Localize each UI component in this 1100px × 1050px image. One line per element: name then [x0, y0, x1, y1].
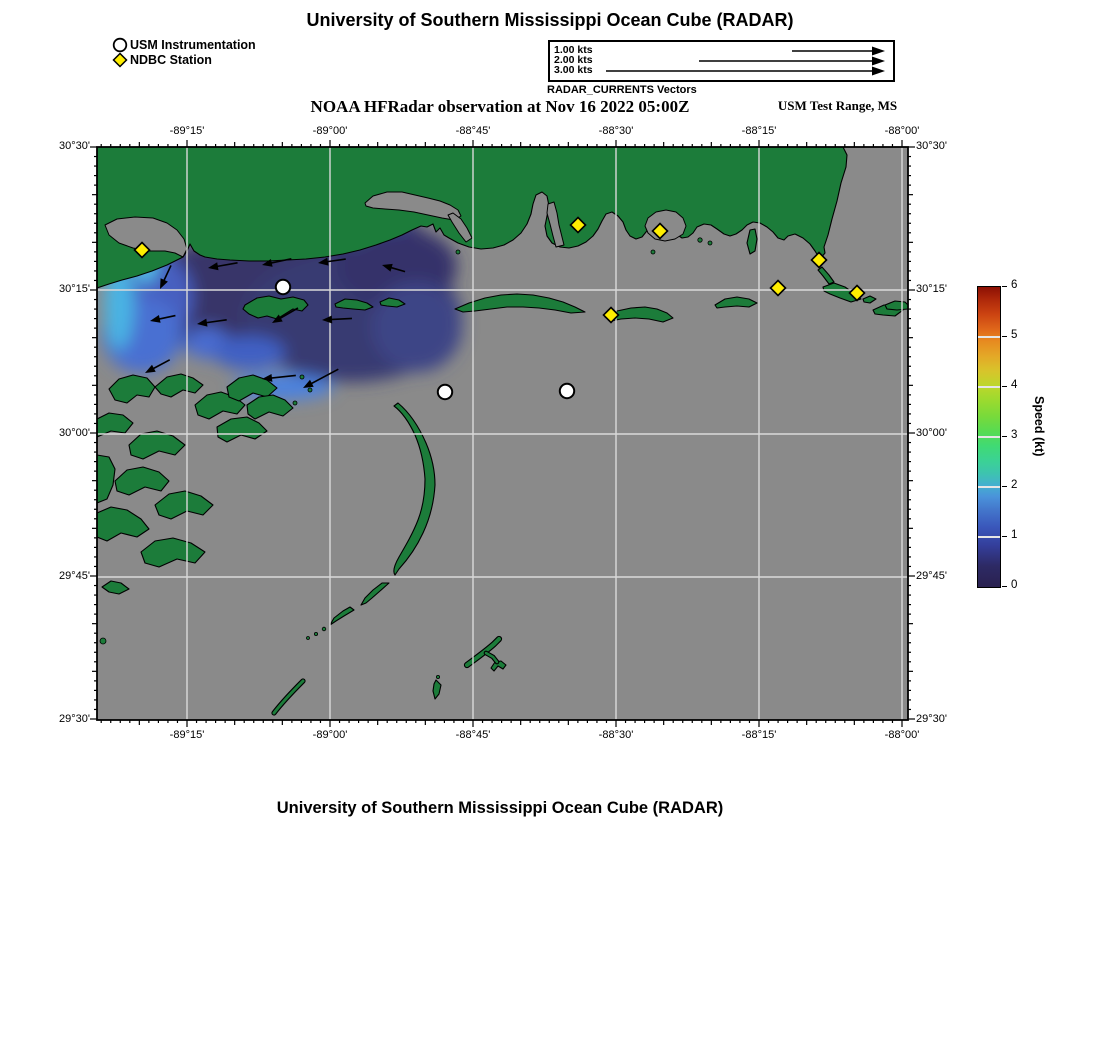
lat-tick-label: 30°30'	[916, 140, 947, 152]
colorbar-tick	[1002, 286, 1007, 288]
lat-tick-label: 29°45'	[916, 570, 947, 582]
lat-tick-label: 30°15'	[59, 283, 90, 295]
lon-tick-label: -88°45'	[455, 125, 491, 137]
lat-tick-label: 30°30'	[59, 140, 90, 152]
lon-tick-label: -88°00'	[884, 125, 920, 137]
lat-tick-label: 29°30'	[59, 713, 90, 725]
vector-scale-label: 2.00 kts	[554, 53, 593, 66]
colorbar-gridline	[978, 486, 1000, 488]
usm-instrumentation-marker	[438, 385, 452, 399]
lon-tick-label: -88°00'	[884, 729, 920, 741]
usm-instrumentation-marker	[276, 280, 290, 294]
lon-tick-label: -88°15'	[741, 125, 777, 137]
colorbar-tick	[1002, 486, 1007, 488]
colorbar-tick	[1002, 586, 1007, 588]
legend-row-usm	[112, 37, 256, 52]
colorbar-gridline	[978, 386, 1000, 388]
colorbar-tick	[1002, 436, 1007, 438]
usm-circle-icon	[112, 37, 130, 53]
map-canvas	[97, 147, 908, 720]
vector-scale-label: 1.00 kts	[554, 43, 593, 56]
colorbar-gridline	[978, 436, 1000, 438]
colorbar-tick-label: 1	[1011, 529, 1018, 541]
lat-tick-label: 30°00'	[59, 427, 90, 439]
bottom-title: University of Southern Mississippi Ocean Cube (RADAR)	[276, 799, 724, 817]
colorbar-tick	[1002, 336, 1007, 338]
region-label: USM Test Range, MS	[777, 98, 898, 113]
legend-usm-label: USM Instrumentation	[130, 37, 256, 52]
legend	[112, 37, 256, 67]
colorbar	[977, 286, 1001, 588]
colorbar-tick-label: 5	[1011, 329, 1018, 341]
colorbar-tick-label: 4	[1011, 379, 1018, 391]
legend-ndbc-label: NDBC Station	[130, 52, 212, 67]
lon-tick-label: -88°15'	[741, 729, 777, 741]
vector-scale-box	[548, 40, 895, 82]
lon-tick-label: -88°30'	[598, 125, 634, 137]
lon-tick-label: -88°30'	[598, 729, 634, 741]
colorbar-gridline	[978, 336, 1000, 338]
vector-scale-caption: RADAR_CURRENTS Vectors	[547, 84, 697, 96]
usm-instrumentation-marker	[560, 384, 574, 398]
lat-tick-label: 30°00'	[916, 427, 947, 439]
vector-scale-label: 3.00 kts	[554, 63, 593, 76]
ndbc-diamond-icon	[112, 52, 130, 68]
lon-tick-label: -89°15'	[169, 125, 205, 137]
lon-tick-label: -88°45'	[455, 729, 491, 741]
colorbar-title: Speed (kt)	[1032, 396, 1046, 457]
map-subtitle: NOAA HFRadar observation at Nov 16 2022 05:00Z	[310, 97, 690, 116]
colorbar-tick-label: 0	[1011, 579, 1018, 591]
colorbar-tick-label: 2	[1011, 479, 1018, 491]
vector-scale-arrows	[550, 42, 893, 80]
lat-tick-label: 30°15'	[916, 283, 947, 295]
colorbar-tick	[1002, 386, 1007, 388]
lat-tick-label: 29°45'	[59, 570, 90, 582]
legend-row-ndbc	[112, 52, 256, 67]
page-title: University of Southern Mississippi Ocean Cube (RADAR)	[306, 10, 794, 30]
colorbar-tick-label: 3	[1011, 429, 1018, 441]
lat-tick-label: 29°30'	[916, 713, 947, 725]
colorbar-tick-label: 6	[1011, 279, 1018, 291]
colorbar-gridline	[978, 536, 1000, 538]
colorbar-tick	[1002, 536, 1007, 538]
lon-tick-label: -89°00'	[312, 729, 348, 741]
lon-tick-label: -89°00'	[312, 125, 348, 137]
lon-tick-label: -89°15'	[169, 729, 205, 741]
